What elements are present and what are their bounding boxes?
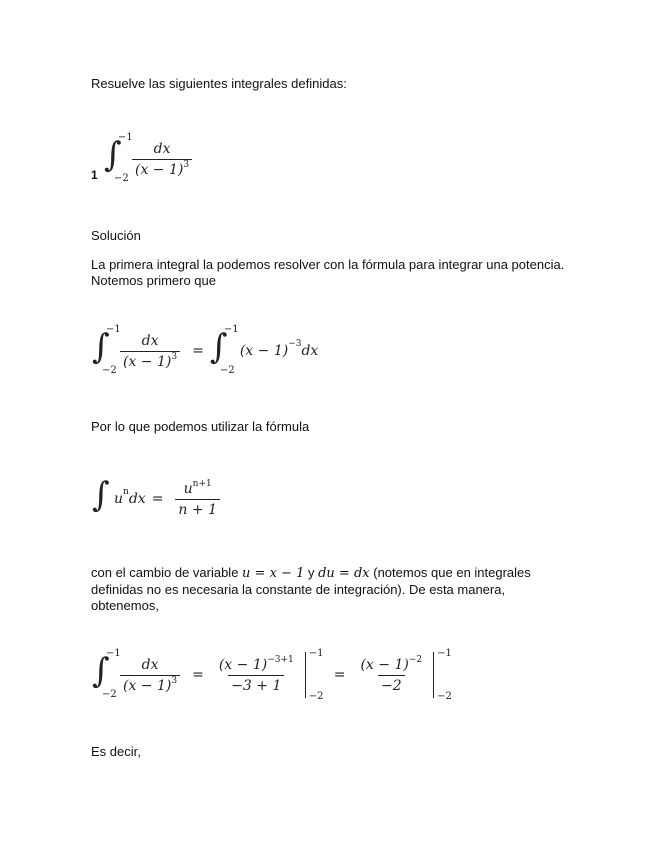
integral-sign [104,132,133,184]
upper-limit: −1 [223,324,239,335]
substitution-u: u = x − 1 [242,566,305,581]
equals-sign: = [192,343,204,359]
formula-base: u [114,491,124,507]
numerator-exponent: −2 [408,654,423,665]
fraction-denominator: n + 1 [175,499,220,518]
integral-sign [92,648,121,700]
integral-sign-rhs [209,324,239,376]
equation-4 [92,648,456,702]
formula-dx: dx [128,491,146,507]
lower-limit: −2 [102,689,117,700]
para3-prefix: con el cambio de variable [91,565,239,580]
denominator-exponent: 3 [171,675,178,686]
antiderivative-fraction-2 [357,654,425,694]
fraction-denominator: −2 [378,675,405,694]
lower-limit: −2 [102,365,117,376]
equals-sign: = [333,667,346,683]
numerator-exponent: n+1 [192,478,212,489]
fraction-numerator [216,654,297,675]
denominator-exponent: 3 [183,159,190,170]
upper-limit: −1 [106,648,121,659]
paragraph-2: Por lo que podemos utilizar la fórmula [91,419,310,434]
rhs-exponent: −3 [288,339,302,349]
evaluation-bar-1 [305,648,328,702]
paragraph-1: La primera integral la podemos resolver con la fórmula para integrar una potencia. Notemos primero que [91,257,565,288]
integral-sign [92,476,114,522]
fraction-numerator: dx [141,656,159,673]
problem-integral [104,132,198,184]
para3-suffix: (notemos que en integrales definidas no es necesaria la constante de integración). De esta manera, obtenemos, [91,565,531,613]
integral-symbol: ∫ [209,327,228,367]
bar-upper-limit: −1 [437,648,452,659]
fraction-numerator [357,654,425,675]
numerator-exponent: −3+1 [267,654,294,665]
denominator-base: (x − 1) [135,161,184,178]
power-formula [92,476,226,522]
lower-limit: −2 [114,173,129,184]
integral-symbol: ∫ [92,651,110,691]
rhs-dx: dx [301,343,319,359]
lower-limit: −2 [219,365,235,376]
upper-limit: −1 [118,132,133,143]
intro-text: Resuelve las siguientes integrales definidas: [91,76,347,91]
equals-sign: = [151,491,164,507]
bar-lower-limit: −2 [437,691,452,702]
fraction-denominator: −3 + 1 [228,675,284,694]
integral-symbol: ∫ [104,135,122,175]
rhs-base: (x − 1) [239,343,289,359]
formula-fraction [175,478,220,518]
fraction-denominator [132,159,192,178]
fraction-denominator [120,675,180,694]
problem-number: 1 [91,168,98,182]
solution-heading: Solución [91,228,141,243]
fraction-numerator [181,478,215,499]
fraction-numerator: dx [141,332,159,349]
paragraph-4: Es decir, [91,744,141,759]
numerator-base: (x − 1) [218,656,268,673]
integral-sign [92,324,121,376]
integrand-fraction [120,333,180,370]
equation-2 [92,324,319,376]
para3-conjunction: y [307,565,315,580]
evaluation-bar-2 [433,648,456,702]
integral-symbol: ∫ [92,475,110,515]
antiderivative-fraction-1 [216,654,297,694]
numerator-base: (x − 1) [360,656,409,673]
integrand-fraction [120,657,180,694]
denominator-base: (x − 1) [123,353,172,370]
fraction-numerator: dx [153,140,171,157]
integral-symbol: ∫ [92,327,110,367]
substitution-du: du = dx [318,566,370,581]
fraction-denominator [120,351,180,370]
bar-lower-limit: −2 [308,691,324,702]
upper-limit: −1 [106,324,121,335]
equals-sign: = [192,667,204,683]
numerator-base: u [183,480,193,497]
paragraph-3 [91,565,561,614]
denominator-exponent: 3 [171,351,178,362]
denominator-base: (x − 1) [123,677,172,694]
bar-upper-limit: −1 [308,648,324,659]
integrand-fraction [132,141,192,178]
formula-exponent: n [123,487,129,497]
